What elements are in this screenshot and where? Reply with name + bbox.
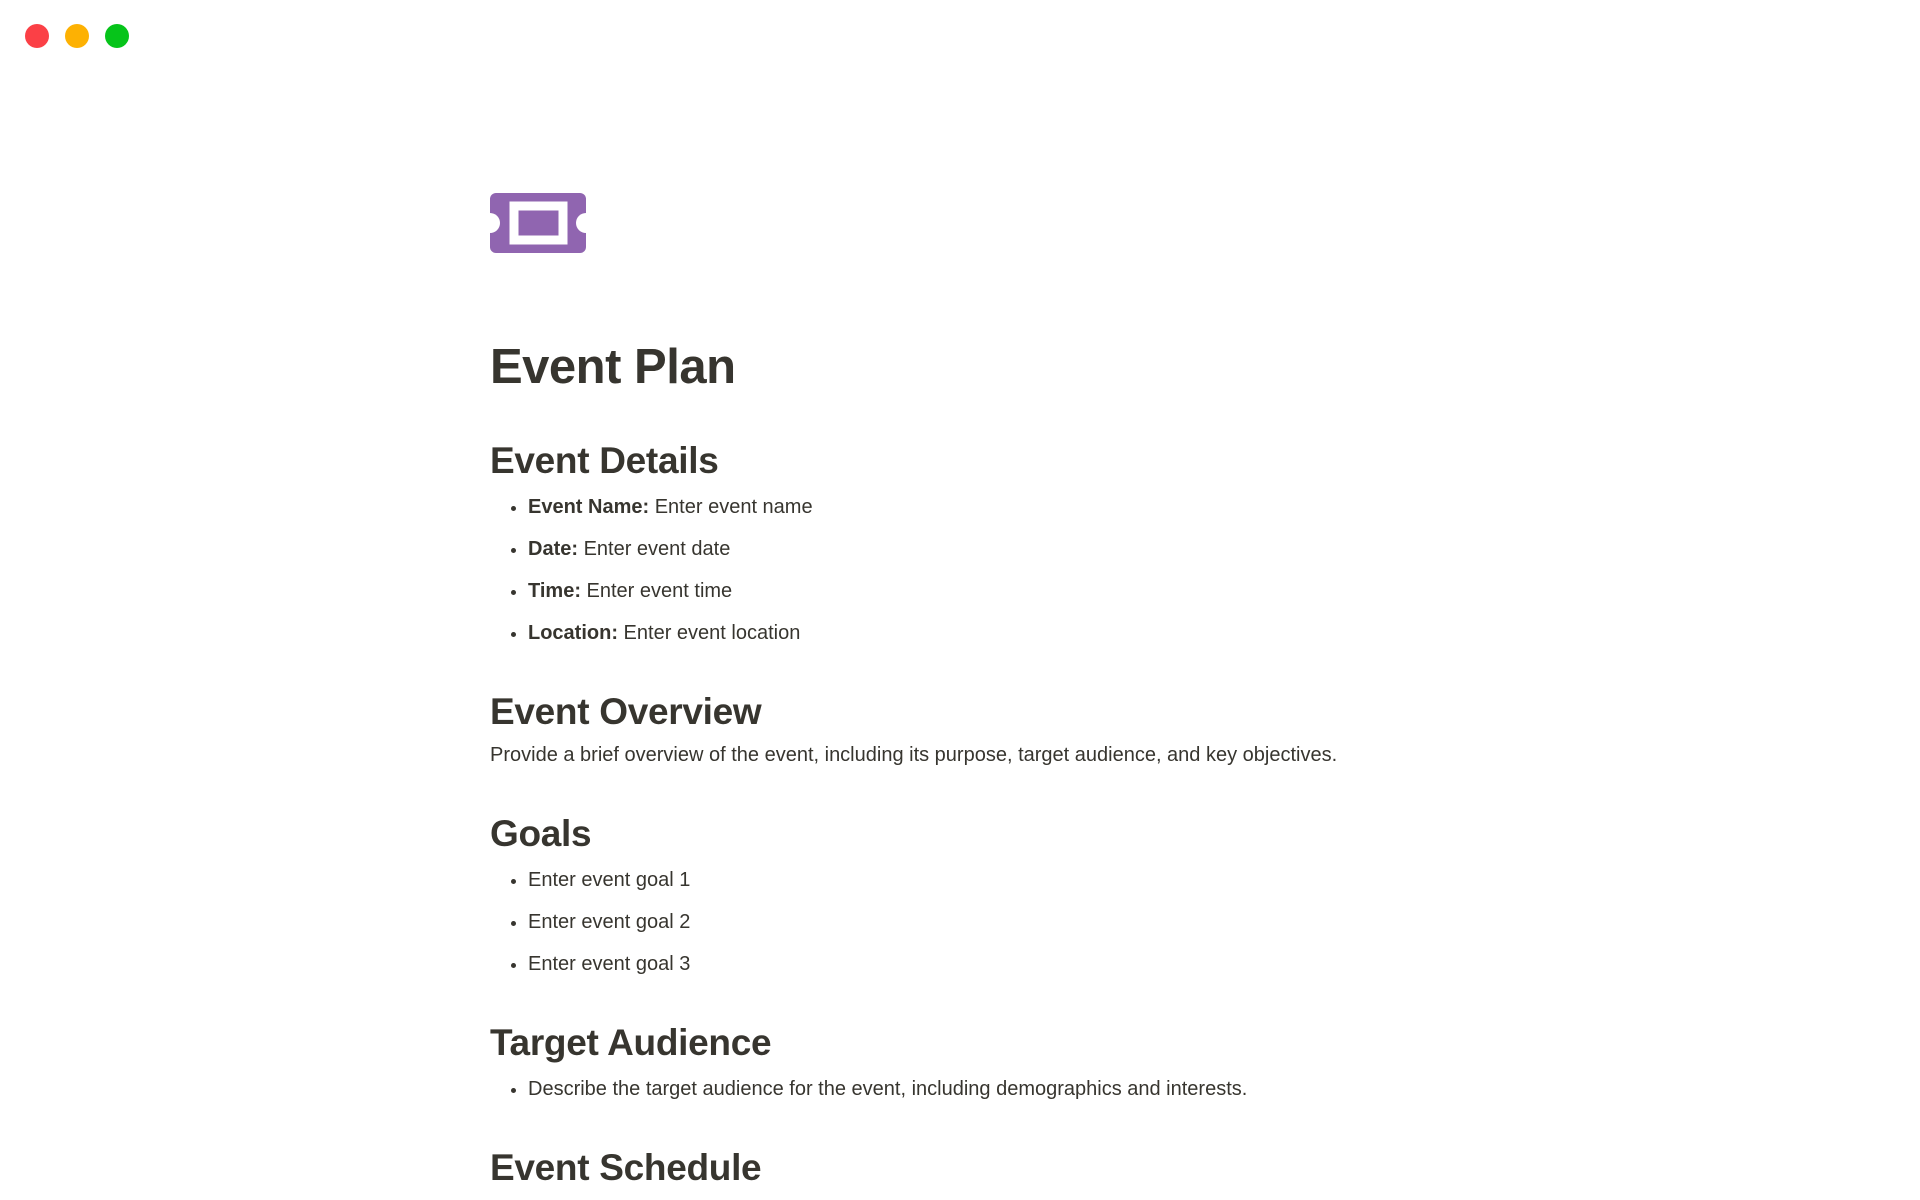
item-text: Enter event goal 3 (528, 953, 691, 976)
list-item[interactable] (528, 949, 1470, 979)
goals-list (490, 865, 1470, 979)
section-heading-event-details[interactable]: Event Details (490, 439, 719, 481)
item-label: Location: (528, 621, 618, 644)
list-item[interactable] (528, 492, 1470, 522)
list-item[interactable] (528, 534, 1470, 564)
list-item[interactable] (528, 1074, 1470, 1104)
ticket-icon[interactable] (490, 193, 586, 253)
item-text: Enter event location (618, 621, 801, 644)
list-item[interactable] (528, 576, 1470, 606)
list-item[interactable] (528, 907, 1470, 937)
section-heading-goals[interactable]: Goals (490, 812, 592, 854)
zoom-button[interactable] (105, 24, 129, 48)
target-audience-list (490, 1074, 1470, 1104)
item-label: Date: (528, 537, 579, 560)
page-title[interactable]: Event Plan (490, 340, 736, 394)
page-content (490, 193, 1470, 1192)
item-label: Event Name: (528, 495, 650, 518)
item-text: Enter event time (580, 579, 733, 602)
section-heading-event-schedule[interactable]: Event Schedule (490, 1147, 762, 1189)
item-text: Enter event goal 2 (528, 911, 691, 934)
minimize-button[interactable] (65, 24, 89, 48)
item-text: Enter event name (649, 495, 813, 518)
item-text: Describe the target audience for the event, including demographics and interests. (528, 1078, 1248, 1101)
window-controls (25, 24, 129, 48)
list-item[interactable] (528, 865, 1470, 895)
section-heading-event-overview[interactable]: Event Overview (490, 690, 762, 732)
list-item[interactable] (528, 618, 1470, 648)
item-label: Time: (528, 579, 581, 602)
close-button[interactable] (25, 24, 49, 48)
item-text: Enter event date (578, 537, 731, 560)
section-heading-target-audience[interactable]: Target Audience (490, 1022, 772, 1064)
event-overview-paragraph[interactable]: Provide a brief overview of the event, including its purpose, target audience, and key objectives. (490, 743, 1338, 766)
item-text: Enter event goal 1 (528, 869, 691, 892)
event-details-list (490, 492, 1470, 648)
